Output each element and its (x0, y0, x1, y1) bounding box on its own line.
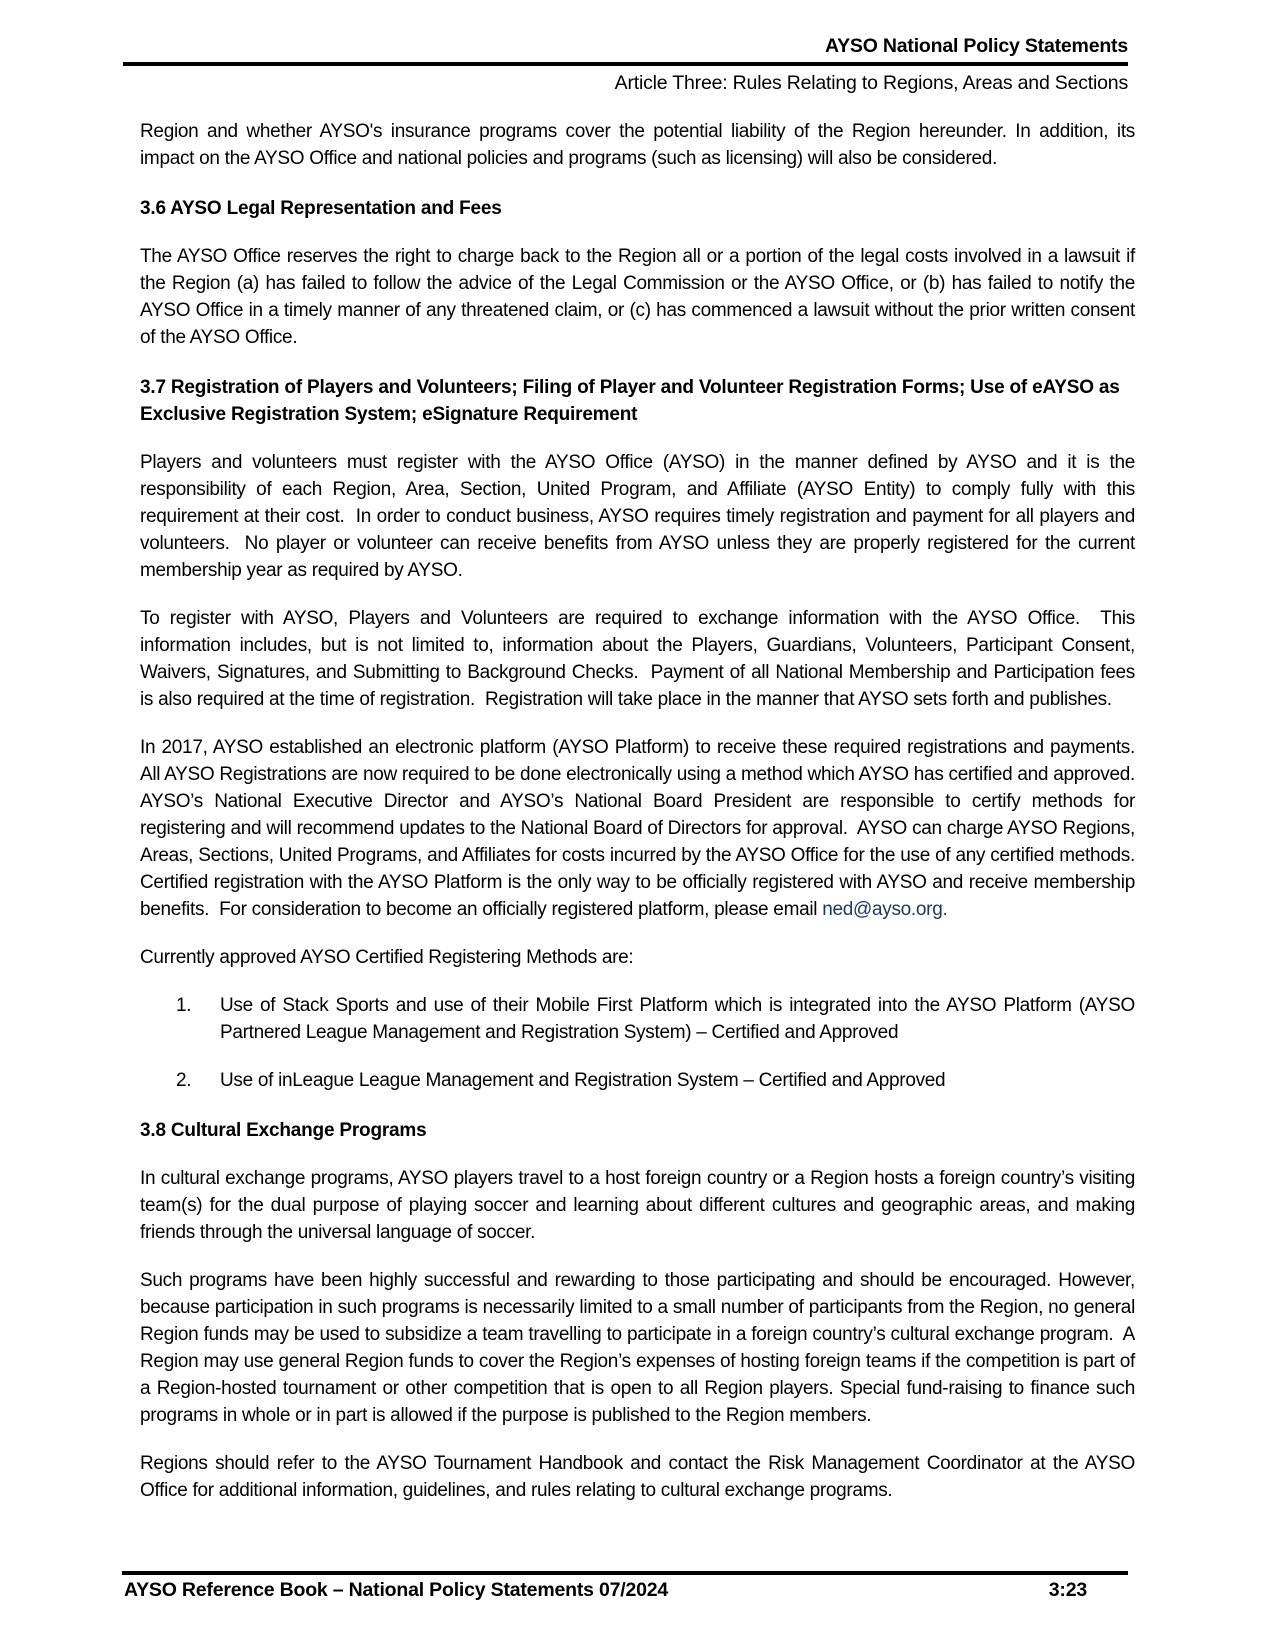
certified-methods-list (140, 992, 1135, 1094)
section-3-7-paragraph-1: Players and volunteers must register with the AYSO Office (AYSO) in the manner defined by AYSO and it is the responsibility of each Region, Area, Section, United Program, and Affiliate (AYSO Entity) to comply fully with this requirement at their cost. In order to conduct business, AYSO requires timely registration and payment for all players and volunteers. No player or volunteer can receive benefits from AYSO unless they are properly registered for the current membership year as required by AYSO. (140, 452, 1140, 581)
section-3-7-paragraph-2: To register with AYSO, Players and Volunteers are required to exchange information with the AYSO Office. This information includes, but is not limited to, information about the Players, Guardians, Volunteers, Participant Consent, Waivers, Signatures, and Submitting to Background Checks. Payment of all National Membership and Participation fees is also required at the time of registration. Registration will take place in the manner that AYSO sets forth and publishes. (140, 608, 1140, 710)
section-3-7-paragraph-3 (140, 734, 1145, 923)
list-item-text: Use of Stack Sports and use of their Mobile First Platform which is integrated into the AYSO Platform (AYSO Partnered League Management and Registration System) – Certified and Approved (220, 995, 1135, 1043)
paragraph-text: In 2017, AYSO established an electronic platform (AYSO Platform) to receive these required registrations and payments. All AYSO Registrations are now required to be done electronically using a method which AYSO has certified and approved. AYSO’s National Executive Director and AYSO’s National Board President are responsible to certify methods for registering and will recommend updates to the National Board of Directors for approval. AYSO can charge AYSO Regions, Areas, Sections, United Programs, and Affiliates for costs incurred by the AYSO Office for the use of any certified methods. Certified registration with the AYSO Platform is the only way to be officially registered with AYSO and receive membership benefits. For consideration to become an officially registered platform, please email (140, 737, 1145, 920)
section-3-8-paragraph-2: Such programs have been highly successful and rewarding to those participating and should be encouraged. However, because participation in such programs is necessarily limited to a small number of participants from the Region, no general Region funds may be used to subsidize a team travelling to participate in a foreign country’s cultural exchange program. A Region may use general Region funds to cover the Region’s expenses of hosting foreign teams if the competition is part of a Region-hosted tournament or other competition that is open to all Region players. Special fund-raising to finance such programs in whole or in part is allowed if the purpose is published to the Region members. (140, 1270, 1140, 1426)
document-subtitle: Article Three: Rules Relating to Regions, Areas and Sections (614, 72, 1128, 94)
intro-paragraph: Region and whether AYSO's insurance programs cover the potential liability of the Region hereunder. In addition, its impact on the AYSO Office and national policies and programs (such as licensing) will also be considered. (140, 121, 1140, 169)
page-footer (122, 1571, 1128, 1603)
section-3-8-paragraph-1: In cultural exchange programs, AYSO players travel to a host foreign country or a Region hosts a foreign country’s visiting team(s) for the dual purpose of playing soccer and learning about different cultures and geographic areas, and making friends through the universal language of soccer. (140, 1168, 1140, 1243)
footer-document-name: AYSO Reference Book – National Policy Statements 07/2024 (124, 1579, 669, 1601)
list-item (140, 1067, 1135, 1094)
document-title: AYSO National Policy Statements (123, 34, 1128, 66)
footer-page-number: 3:23 (1048, 1579, 1087, 1601)
email-link[interactable]: ned@ayso.org (822, 899, 943, 920)
section-3-6-paragraph: The AYSO Office reserves the right to charge back to the Region all or a portion of the legal costs involved in a lawsuit if the Region (a) has failed to follow the advice of the Legal Commission or the AYSO Office, or (b) has failed to notify the AYSO Office in a timely manner of any threatened claim, or (c) has commenced a lawsuit without the prior written consent of the AYSO Office. (140, 246, 1140, 348)
list-item-number: 2. (176, 1070, 192, 1091)
methods-intro-paragraph: Currently approved AYSO Certified Registering Methods are: (140, 947, 634, 968)
list-item (140, 992, 1135, 1046)
list-item-number: 1. (176, 995, 192, 1016)
section-3-8-heading: 3.8 Cultural Exchange Programs (140, 1120, 427, 1141)
section-3-8-paragraph-3: Regions should refer to the AYSO Tournament Handbook and contact the Risk Management Coordinator at the AYSO Office for additional information, guidelines, and rules relating to cultural exchange programs. (140, 1453, 1140, 1501)
section-3-6-heading: 3.6 AYSO Legal Representation and Fees (140, 198, 502, 219)
list-item-text: Use of inLeague League Management and Registration System – Certified and Approved (220, 1070, 946, 1091)
document-body (140, 118, 1145, 1504)
footer-row (122, 1575, 1128, 1603)
email-link-period: . (942, 899, 948, 920)
section-3-7-heading: 3.7 Registration of Players and Volunteers; Filing of Player and Volunteer Registration Forms; Use of eAYSO as Exclusive Registration System; eSignature Requirement (140, 377, 1120, 425)
page-header (123, 0, 1128, 96)
